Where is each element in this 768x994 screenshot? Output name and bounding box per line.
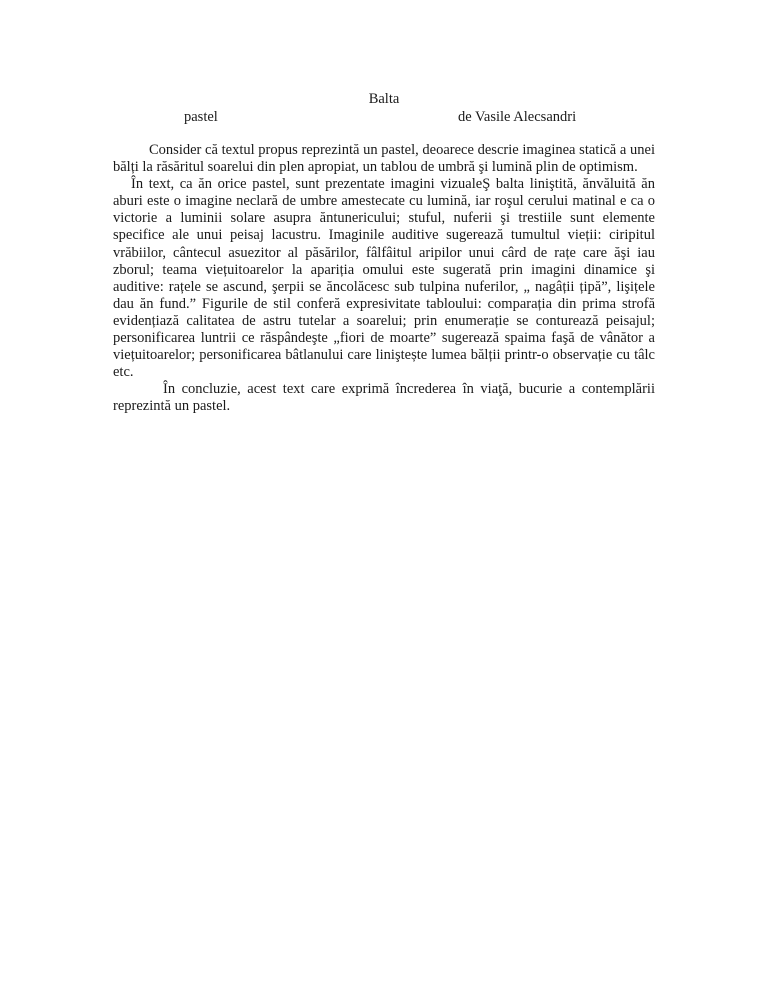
paragraph-2: În text, ca ăn orice pastel, sunt prezentate imagini vizualeŞ balta liniştită, ănvăluită ăn aburi este o imagine neclară de umbre amestecate cu lumină, iar roşul cerului matinal e ca o victorie a luminii solare asupra ăntunericului; stuful, nuferii şi trestiile sunt elemente specifice ale unui peisaj lacustru. Imaginile auditive sugerează tumultul vieții: ciripitul vrăbiilor, cântecul asuezitor al păsărilor, fâlfâitul aripilor unui cârd de rațe care ăşi iau zborul; teama viețuitoarelor la apariția omului este sugerată prin imagini dinamice şi auditive: rațele se ascund, şerpii se ăncolăcesc sub tulpina nuferilor, „ nagâții țipă”, lişițele dau ăn fund.” Figurile de stil conferă expresivitate tabloului: comparația din prima strofă evidențiază calitatea de astru tutelar a soarelui; prin enumerație se conturează peisajul; personificarea luntrii ce răspândeşte „fiori de moarte” sugerează spaima faşă de vânător a viețuitoarelor; personificarea bâtlanului care liniştește lumea bălții printr-o observație cu tâlc etc. (113, 176, 655, 381)
title-text: Balta (368, 91, 400, 107)
genre-label: pastel (184, 109, 218, 125)
paragraph-3: În concluzie, acest text care exprimă încrederea în viaţă, bucurie a contemplării reprezintă un pastel. (113, 381, 655, 415)
author-line: de Vasile Alecsandri (458, 109, 577, 125)
document-body (113, 142, 655, 416)
paragraph-1: Consider că textul propus reprezintă un pastel, deoarece descrie imaginea statică a unei bălți la răsăritul soarelui din plen apropiat, un tablou de umbră şi lumină plin de optimism. (113, 142, 655, 176)
document-title (0, 90, 768, 108)
